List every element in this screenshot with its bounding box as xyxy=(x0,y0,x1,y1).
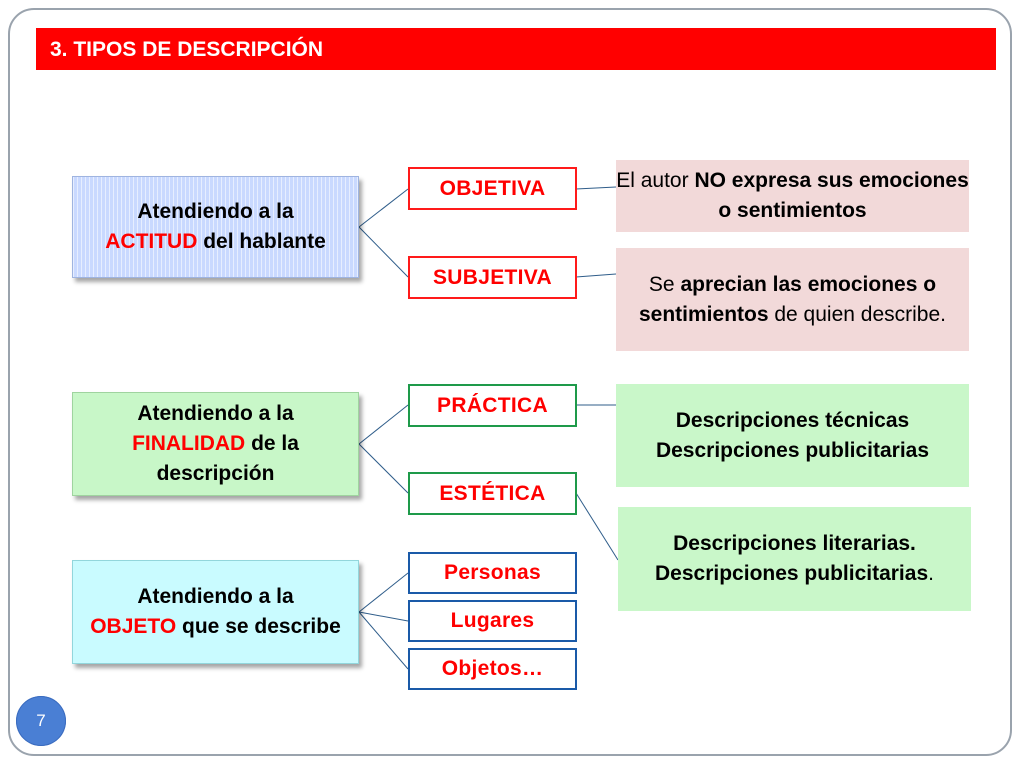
category-actitud-text xyxy=(105,197,326,257)
description-practica xyxy=(616,384,969,487)
category-objeto-pre: Atendiendo a la xyxy=(137,585,294,608)
type-practica: PRÁCTICA xyxy=(408,384,577,427)
category-actitud-pre: Atendiendo a la xyxy=(137,200,294,223)
category-finalidad-text xyxy=(73,399,358,489)
type-subjetiva: SUBJETIVA xyxy=(408,256,577,299)
description-objetiva-pre: El autor xyxy=(616,169,695,192)
type-personas: Personas xyxy=(408,552,577,594)
type-objetiva: OBJETIVA xyxy=(408,167,577,210)
description-objetiva-bold: NO expresa sus emociones o sentimientos xyxy=(694,169,969,222)
category-finalidad-pre: Atendiendo a la xyxy=(137,402,294,425)
description-subjetiva-pre: Se xyxy=(648,272,681,296)
description-practica-line2: Descripciones publicitarias xyxy=(655,438,930,462)
description-subjetiva xyxy=(616,248,969,351)
description-estetica-end: . xyxy=(928,562,934,585)
type-objetos: Objetos… xyxy=(408,648,577,690)
category-actitud-post: del hablante xyxy=(203,230,326,253)
description-practica-text xyxy=(656,406,929,466)
category-finalidad xyxy=(72,392,359,496)
description-objetiva-text xyxy=(616,166,969,226)
description-objetiva xyxy=(616,160,969,232)
category-finalidad-keyword: FINALIDAD xyxy=(132,432,246,455)
description-subjetiva-text xyxy=(616,270,969,330)
category-objeto xyxy=(72,560,359,664)
description-practica-line1: Descripciones técnicas xyxy=(675,408,910,432)
type-estetica: ESTÉTICA xyxy=(408,472,577,515)
category-objeto-text xyxy=(90,582,341,642)
slide-title: 3. TIPOS DE DESCRIPCIÓN xyxy=(36,28,996,70)
category-finalidad-post: de la descripción xyxy=(156,432,299,485)
category-objeto-post: que se describe xyxy=(182,615,341,638)
description-estetica-line1: Descripciones literarias. xyxy=(673,532,916,555)
page-number-badge: 7 xyxy=(16,696,66,746)
type-lugares: Lugares xyxy=(408,600,577,642)
category-actitud-keyword: ACTITUD xyxy=(105,230,198,253)
description-subjetiva-post: de quien describe. xyxy=(768,302,946,326)
description-estetica xyxy=(618,507,971,611)
description-subjetiva-bold: aprecian las emociones o sentimientos xyxy=(639,272,937,326)
category-actitud xyxy=(72,176,359,278)
description-estetica-line2: Descripciones publicitarias xyxy=(655,562,929,585)
category-objeto-keyword: OBJETO xyxy=(90,615,177,638)
description-estetica-text xyxy=(655,529,934,589)
